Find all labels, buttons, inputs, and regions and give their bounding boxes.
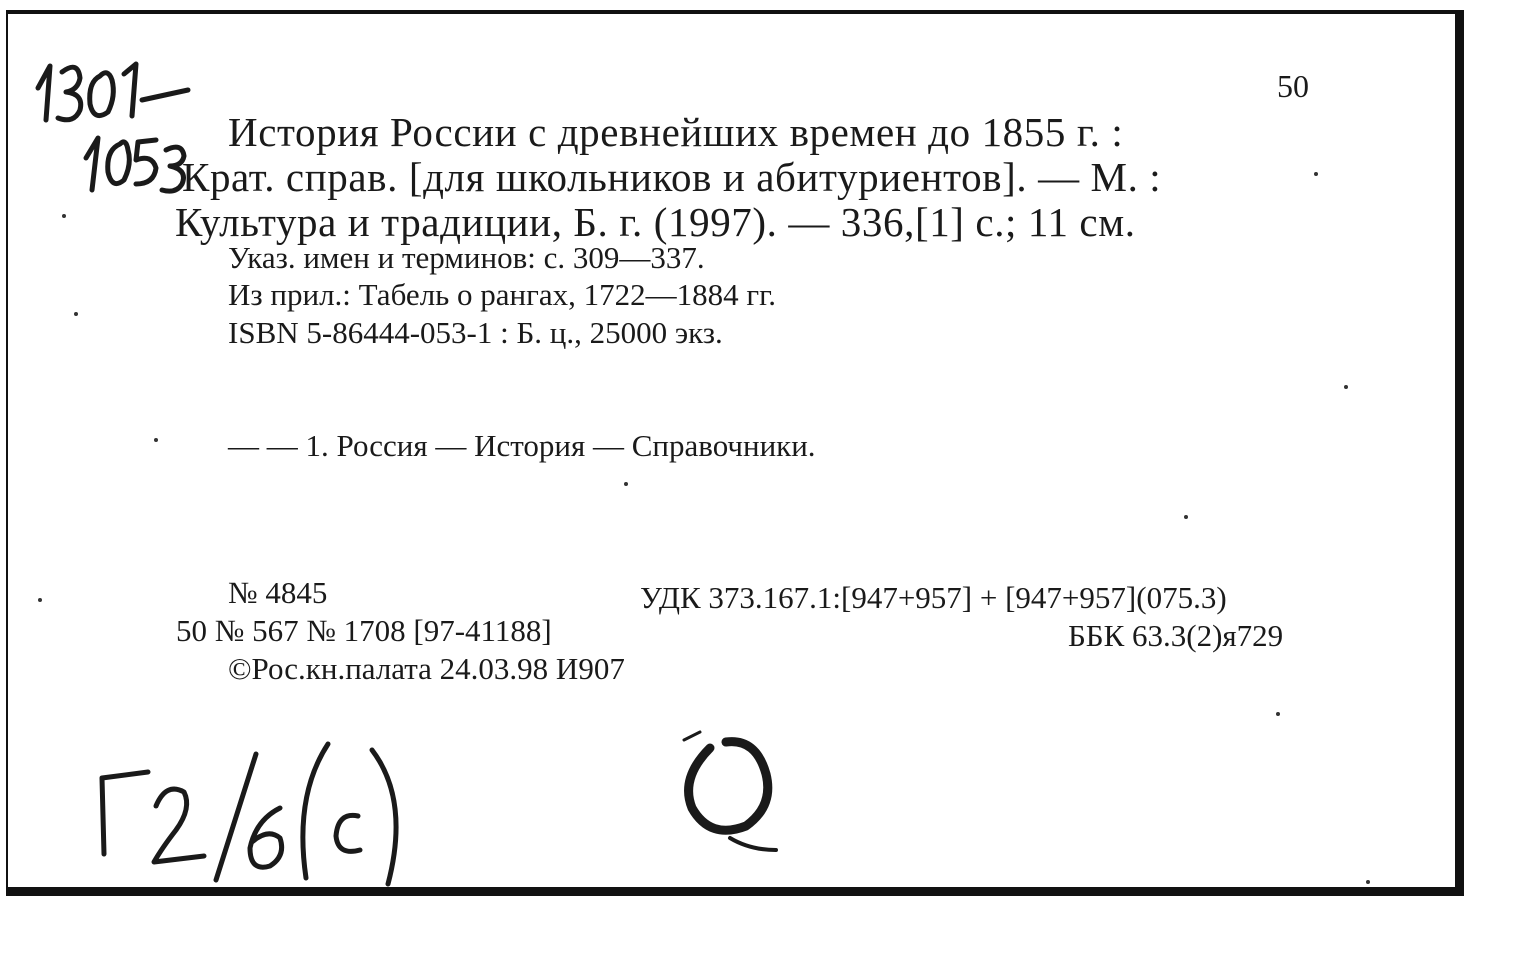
scan-speck [624,482,628,486]
handwritten-shelf-mark [90,720,430,890]
card-number: 50 [1277,68,1309,104]
title-line-1: История России с древнейших времен до 1855 г. : [228,109,1124,155]
title-line-2: Крат. справ. [для школьников и абитуриентов]. — М. : [182,154,1162,200]
scan-speck [154,438,158,442]
punch-hole-ring [670,718,800,868]
udk-code: УДК 373.167.1:[947+957] + [947+957](075.3) [640,580,1227,615]
numbers-line: 50 № 567 № 1708 [97-41188] [176,613,552,648]
subject-heading: — — 1. Россия — История — Справочники. [228,428,816,463]
note-appendix: Из прил.: Табель о рангах, 1722—1884 гг. [228,277,777,312]
registration-number: № 4845 [228,575,328,610]
scan-speck [1366,880,1370,884]
note-isbn: ISBN 5-86444-053-1 : Б. ц., 25000 экз. [228,315,723,350]
scan-speck [38,598,42,602]
title-line-3: Культура и традиции, Б. г. (1997). — 336,[1] с.; 11 см. [175,199,1136,245]
scan-speck [1184,515,1188,519]
scan-speck [1314,172,1318,176]
book-chamber-stamp: ©Рос.кн.палата 24.03.98 И907 [228,651,625,686]
scan-speck [62,214,66,218]
scan-speck [74,312,78,316]
bbk-code: ББК 63.3(2)я729 [1068,618,1284,653]
note-index: Указ. имен и терминов: с. 309—337. [228,240,705,275]
scan-speck [1344,385,1348,389]
scan-speck [1276,712,1280,716]
